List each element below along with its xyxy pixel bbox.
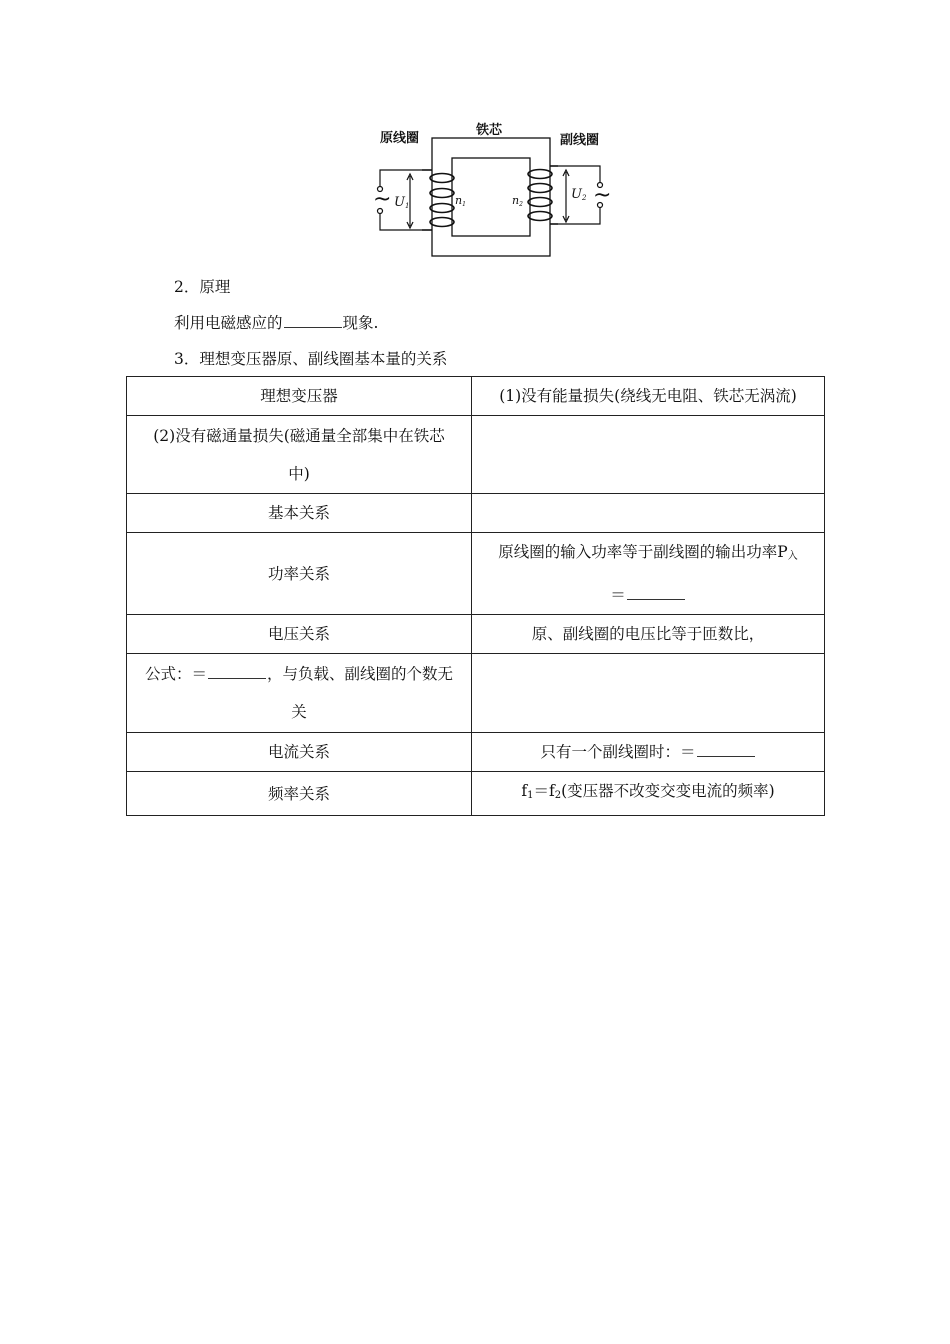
frequency-note: (变压器不改变交变电流的频率): [561, 782, 775, 800]
ac-source-right-icon: ~: [593, 183, 612, 208]
relations-table: [126, 376, 825, 816]
principle-text-after: 现象.: [342, 314, 379, 332]
primary-coil: [422, 170, 454, 230]
label-iron-core: 铁芯: [476, 123, 503, 138]
table-row: [127, 733, 825, 772]
answer-blank: [697, 742, 755, 757]
table-cell: 功率关系: [127, 533, 472, 615]
answer-blank: [627, 585, 685, 600]
formula-prefix: 公式：＝: [144, 665, 207, 683]
table-cell: 原、副线圈的电压比等于匝数比，: [472, 615, 825, 654]
section-2-heading: 2．原理: [174, 278, 231, 296]
subscript-2: 2: [554, 790, 562, 801]
table-cell: 基本关系: [127, 494, 472, 533]
table-row: [127, 494, 825, 533]
table-cell: [472, 494, 825, 533]
cell-line: 关: [291, 703, 307, 721]
table-cell: 理想变压器: [127, 377, 472, 416]
cell-line: [135, 655, 463, 693]
answer-blank: [284, 313, 342, 328]
label-primary-coil: 原线圈: [380, 131, 420, 146]
table-cell: (1)没有能量损失(绕线无电阻、铁芯无涡流): [472, 377, 825, 416]
label-n2: n2: [512, 194, 523, 208]
ac-source-left-icon: ~: [373, 187, 392, 212]
table-row: [127, 533, 825, 615]
subscript-in: 入: [787, 551, 798, 562]
power-relation-text: 原线圈的输入功率等于副线圈的输出功率P: [498, 543, 788, 561]
table-row: [127, 772, 825, 816]
table-cell: 电流关系: [127, 733, 472, 772]
table-cell: [472, 533, 825, 615]
transformer-diagram: [360, 118, 620, 268]
cell-line: (2)没有磁通量损失(磁通量全部集中在铁芯: [153, 426, 445, 445]
equals-sign: ＝: [610, 586, 626, 604]
label-n1: n1: [455, 194, 466, 208]
table-row: [127, 615, 825, 654]
table-cell: [127, 654, 472, 733]
cell-line: [480, 533, 816, 576]
table-row: [127, 416, 825, 494]
answer-blank: [208, 664, 266, 679]
table-cell: [127, 416, 472, 494]
section-2-text: [174, 313, 378, 333]
table-cell: [472, 654, 825, 733]
label-u1: U1: [394, 195, 410, 210]
current-relation-text: 只有一个副线圈时：＝: [540, 743, 696, 761]
table-cell: 电压关系: [127, 615, 472, 654]
table-row: [127, 377, 825, 416]
principle-text-before: 利用电磁感应的: [174, 314, 283, 332]
equals-f2: ＝f: [533, 782, 555, 800]
subscript-1: 1: [527, 790, 534, 801]
f1: f: [521, 782, 528, 800]
secondary-coil: [528, 166, 558, 224]
table-cell: [472, 416, 825, 494]
section-3-heading: 3．理想变压器原、副线圈基本量的关系: [174, 350, 448, 368]
table-cell: [472, 772, 825, 816]
formula-suffix: ，与负载、副线圈的个数无: [267, 665, 454, 683]
label-u2: U2: [571, 187, 587, 202]
table-cell: 频率关系: [127, 772, 472, 816]
cell-line: [480, 576, 816, 614]
table-row: [127, 654, 825, 733]
label-secondary-coil: 副线圈: [560, 133, 600, 148]
cell-line: 中): [288, 464, 310, 483]
table-cell: [472, 733, 825, 772]
